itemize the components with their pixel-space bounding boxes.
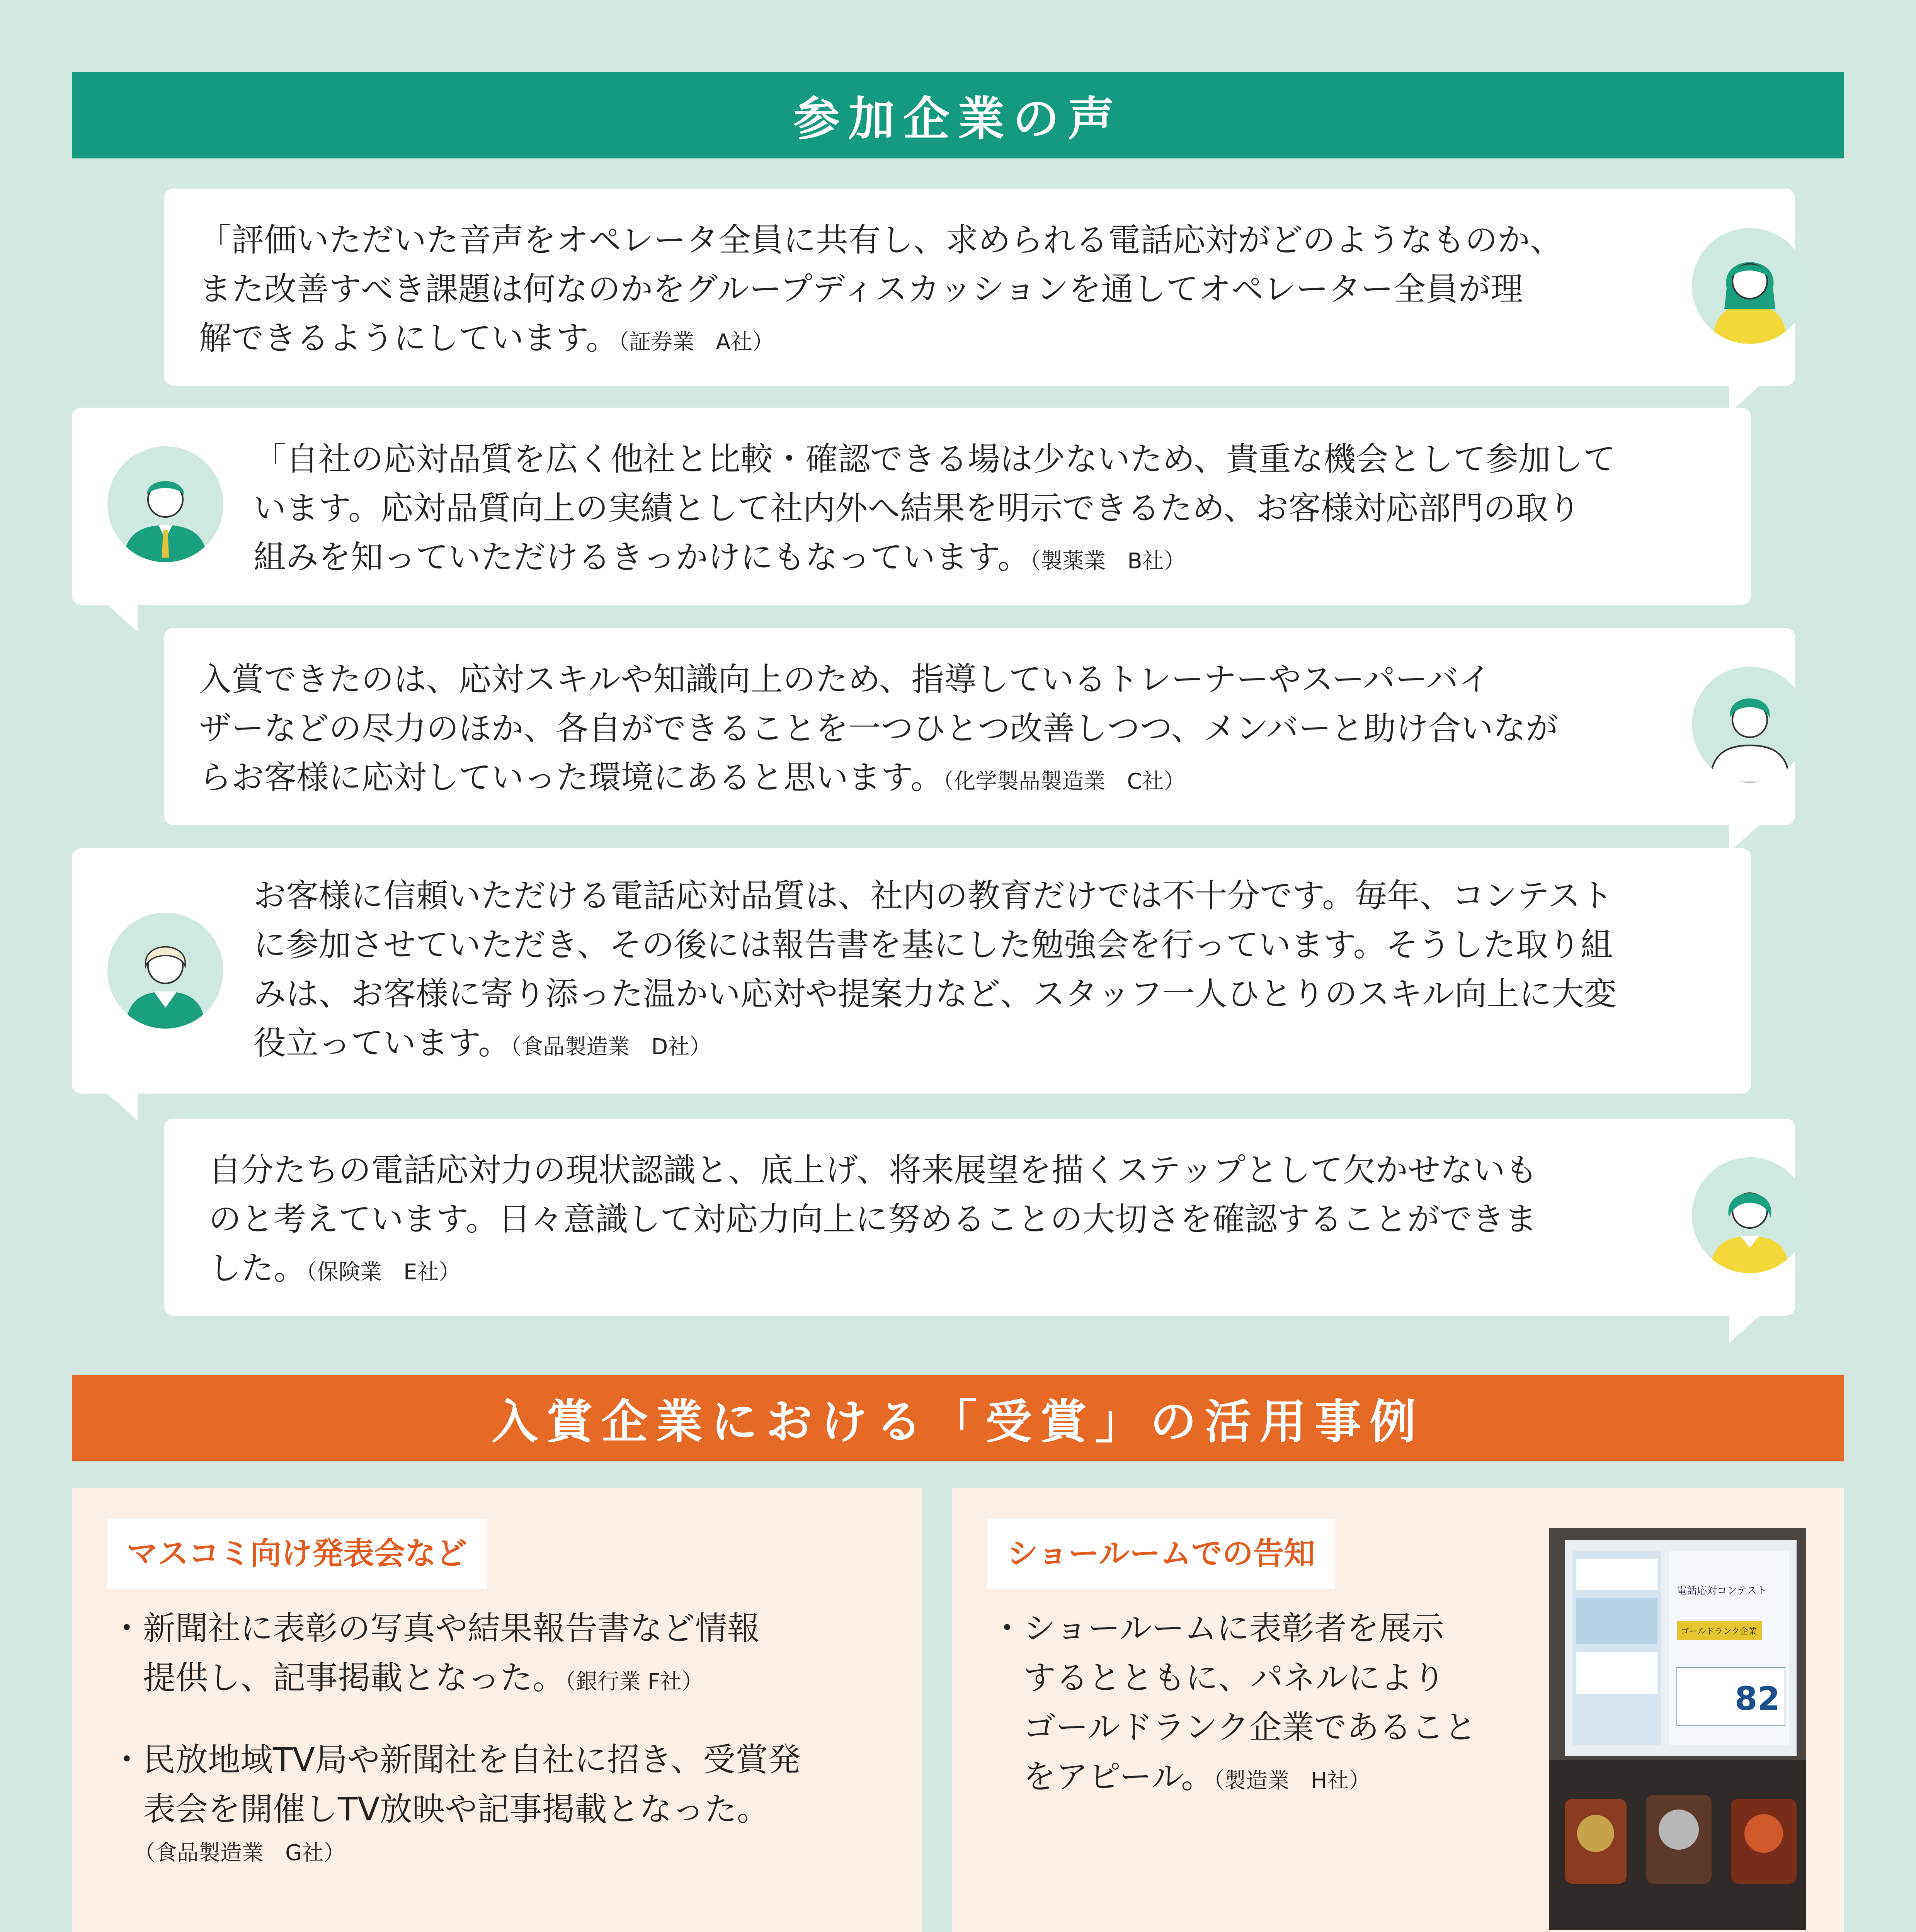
testimonial-e xyxy=(164,1119,1795,1316)
source-label: （食品製造業 G社） xyxy=(134,1840,345,1866)
photo-gold-rank: ゴールドランク企業 xyxy=(1681,1627,1757,1636)
testimonial-d xyxy=(72,848,1751,1094)
testimonial-text: 自分たちの電話応対力の現状認識と、底上げ、将来展望を描くステップとして欠かせないも のと考えています。日々意識して対応力向上に努めることの大切さを確認することができま した。（保険業 E社） xyxy=(209,1151,1538,1287)
source-label: （証券業 A社） xyxy=(618,330,774,355)
testimonial-a xyxy=(164,189,1795,386)
list-item: ・ショールームに表彰者を展示 するとともに、パネルにより ゴールドランク企業であること をアピール。（製造業 H社） xyxy=(991,1609,1477,1796)
businessman-avatar-icon xyxy=(107,446,223,562)
source-label: （製造業 H社） xyxy=(1213,1768,1371,1793)
testimonial-text: 「評価いただいた音声をオペレータ全員に共有し、求められる電話応対がどのようなものか、 また改善すべき課題は何なのかをグループディスカッションを通してオペレーター全員が理 解できるようにしています。（証券業 A社） xyxy=(199,221,1563,357)
testimonial-text: 「自社の応対品質を広く他社と比較・確認できる場は少ないため、貴重な機会として参加して います。応対品質向上の実績として社内外へ結果を明示できるため、お客様対応部門の取り 組みを知っていただけるきっかけにもなっています。（製薬業 B社） xyxy=(254,440,1616,576)
list-item: ・民放地域TV局や新聞社を自社に招き、受賞発 表会を開催しTV放映や記事掲載となった。 （食品製造業 G社） xyxy=(111,1735,800,1872)
source-label: （食品製造業 D社） xyxy=(510,1034,711,1060)
showroom-panel xyxy=(952,1488,1844,1932)
list-item: ・新聞社に表彰の写真や結果報告書など情報 提供し、記事掲載となった。（銀行業 F社） xyxy=(111,1609,760,1697)
photo-score: 82 xyxy=(1735,1680,1780,1718)
testimonial-text: お客様に信頼いただける電話応対品質は、社内の教育だけでは不十分です。毎年、コンテスト に参加させていただき、その後には報告書を基にした勉強会を行っています。そうした取り組 みは、お客様に寄り添った温かい応対や提案力など、スタッフ一人ひとりのスキル向上に大変 役立っています。（食品製造業 D社） xyxy=(254,877,1617,1062)
woman-short-hair-avatar-icon xyxy=(1692,1157,1808,1273)
source-label: （製薬業 B社） xyxy=(1030,549,1186,574)
testimonial-text: 入賞できたのは、応対スキルや知識向上のため、指導しているトレーナーやスーパーバイ ザーなどの尽力のほか、各自ができることを一つひとつ改善しつつ、メンバーと助け合いなが らお客様に応対していった環境にあると思います。（化学製品製造業 C社） xyxy=(199,660,1559,796)
panel-title: ショールームでの告知 xyxy=(987,1519,1335,1589)
testimonial-b xyxy=(72,408,1751,605)
woman-avatar-icon xyxy=(1692,228,1808,344)
awards-heading: 入賞企業における「受賞」の活用事例 xyxy=(72,1375,1844,1461)
source-label: （化学製品製造業 C社） xyxy=(943,769,1186,794)
young-man-avatar-icon xyxy=(1692,667,1808,782)
photo-panel-text: 電話応対コンテスト xyxy=(1677,1585,1767,1597)
senior-woman-avatar-icon xyxy=(107,913,223,1029)
mass-media-panel xyxy=(72,1488,922,1932)
panel-title: マスコミ向け発表会など xyxy=(107,1519,487,1589)
showroom-photo xyxy=(1549,1528,1806,1930)
source-label: （保険業 E社） xyxy=(306,1260,461,1285)
source-label: （銀行業 F社） xyxy=(565,1669,704,1694)
voices-heading: 参加企業の声 xyxy=(72,72,1844,158)
testimonial-c xyxy=(164,628,1795,825)
